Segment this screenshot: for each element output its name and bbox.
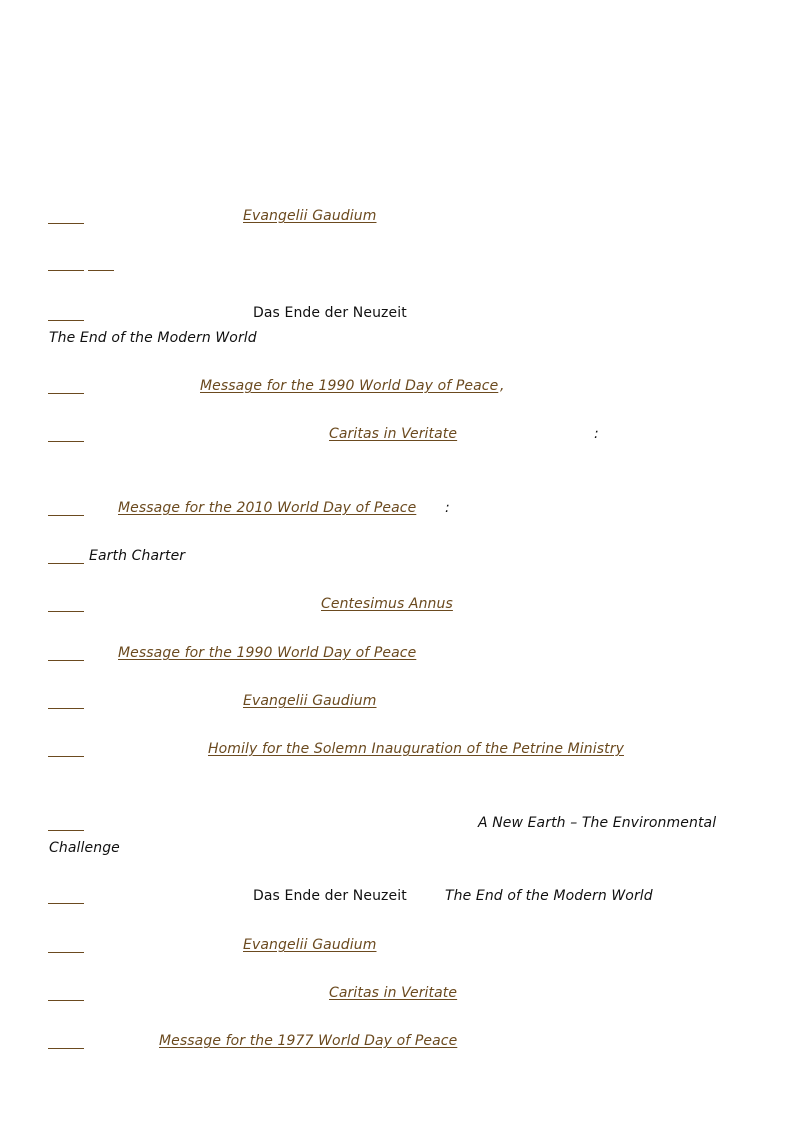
footnote-marker[interactable] — [48, 320, 84, 321]
citation-link[interactable]: Message for the 2010 World Day of Peace — [118, 500, 417, 516]
footnote-marker[interactable] — [48, 515, 84, 516]
citation-punctuation: , — [500, 378, 505, 394]
citation-link[interactable]: Caritas in Veritate — [329, 426, 458, 442]
footnote-marker[interactable] — [48, 830, 84, 831]
footnote-marker[interactable] — [48, 1000, 84, 1001]
citation-title: Earth Charter — [89, 548, 186, 564]
footnote-marker[interactable] — [48, 660, 84, 661]
footnote-marker[interactable] — [48, 223, 84, 224]
citation-title: The End of the Modern World — [445, 888, 653, 904]
citation-title: Challenge — [49, 840, 120, 856]
footnote-marker[interactable] — [48, 393, 84, 394]
citation-link[interactable]: Evangelii Gaudium — [243, 693, 377, 709]
citation-link[interactable]: Centesimus Annus — [321, 596, 453, 612]
citation-punctuation: : — [594, 426, 599, 442]
footnote-marker[interactable] — [48, 1048, 84, 1049]
footnote-marker[interactable] — [88, 270, 114, 271]
footnote-marker[interactable] — [48, 611, 84, 612]
citation-link[interactable]: Message for the 1977 World Day of Peace — [159, 1033, 458, 1049]
citation-title: Das Ende der Neuzeit — [253, 888, 407, 904]
footnote-marker[interactable] — [48, 708, 84, 709]
footnote-marker[interactable] — [48, 952, 84, 953]
citation-link[interactable]: Message for the 1990 World Day of Peace — [200, 378, 499, 394]
citation-title: The End of the Modern World — [49, 330, 257, 346]
footnote-marker[interactable] — [48, 756, 84, 757]
footnote-marker[interactable] — [48, 270, 84, 271]
citation-link[interactable]: Message for the 1990 World Day of Peace — [118, 645, 417, 661]
citation-link[interactable]: Evangelii Gaudium — [243, 208, 377, 224]
citation-link[interactable]: Caritas in Veritate — [329, 985, 458, 1001]
citation-link[interactable]: Evangelii Gaudium — [243, 937, 377, 953]
footnote-marker[interactable] — [48, 563, 84, 564]
footnote-marker[interactable] — [48, 903, 84, 904]
footnote-marker[interactable] — [48, 441, 84, 442]
citation-title: Das Ende der Neuzeit — [253, 305, 407, 321]
citation-link[interactable]: Homily for the Solemn Inauguration of the Petrine Ministry — [208, 741, 624, 757]
citation-title: A New Earth – The Environmental — [478, 815, 717, 831]
citation-punctuation: : — [445, 500, 450, 516]
